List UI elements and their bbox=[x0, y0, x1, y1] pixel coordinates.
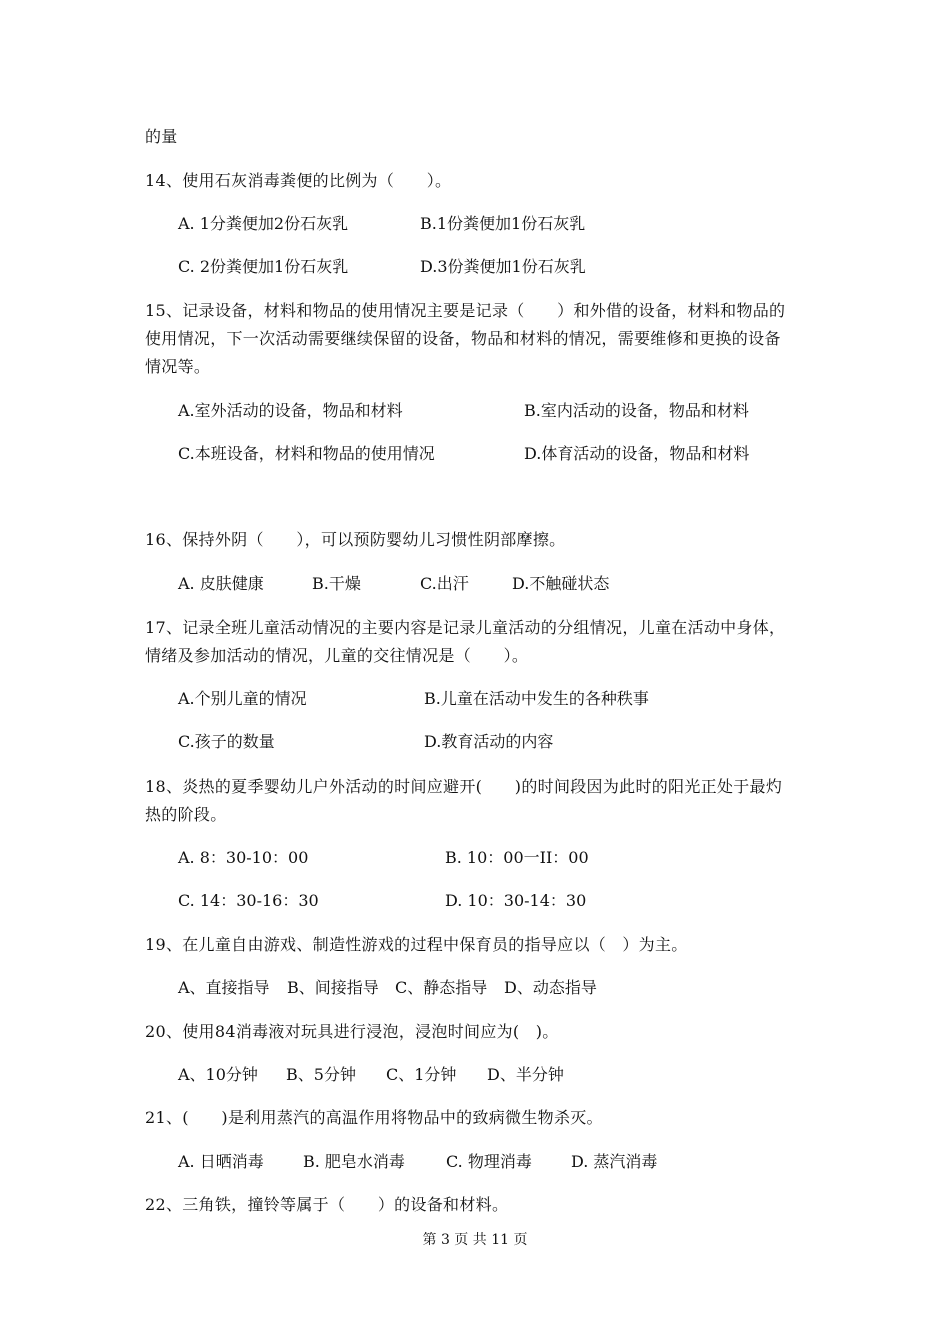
question-17-option-c: C.孩子的数量 bbox=[178, 732, 275, 751]
question-18-option-a: A. 8：30-10：00 bbox=[178, 848, 309, 867]
question-15-option-a: A.室外活动的设备，物品和材料 bbox=[178, 401, 403, 420]
question-18-option-c: C. 14：30-16：30 bbox=[178, 891, 319, 910]
page-footer: 第 3 页 共 11 页 bbox=[422, 1232, 528, 1248]
question-17-option-a: A.个别儿童的情况 bbox=[178, 689, 307, 708]
question-16-option-b: B.干燥 bbox=[312, 574, 361, 593]
question-18-option-b: B. 10：00一II：00 bbox=[445, 848, 589, 867]
question-22-stem: 22、三角铁，撞铃等属于（ ）的设备和材料。 bbox=[145, 1195, 509, 1214]
question-21-option-c: C. 物理消毒 bbox=[446, 1152, 532, 1171]
question-19-option-a: A、直接指导 bbox=[178, 978, 270, 997]
question-15-stem-line-3: 情况等。 bbox=[145, 357, 211, 376]
question-16-stem: 16、保持外阴（ ），可以预防婴幼儿习惯性阴部摩擦。 bbox=[145, 530, 566, 549]
question-21-stem: 21、( )是利用蒸汽的高温作用将物品中的致病微生物杀灭。 bbox=[145, 1108, 603, 1127]
question-20-option-a: A、10分钟 bbox=[178, 1065, 258, 1084]
question-17-stem-line-2: 情绪及参加活动的情况，儿童的交往情况是（ ）。 bbox=[145, 646, 529, 665]
question-14-option-a: A. 1分粪便加2份石灰乳 bbox=[178, 214, 349, 233]
question-19-option-b: B、间接指导 bbox=[287, 978, 379, 997]
question-14-option-c: C. 2份粪便加1份石灰乳 bbox=[178, 257, 349, 276]
question-17-option-b: B.儿童在活动中发生的各种秩事 bbox=[424, 689, 649, 708]
question-17-option-d: D.教育活动的内容 bbox=[424, 732, 554, 751]
question-19-option-c: C、静态指导 bbox=[395, 978, 488, 997]
question-16-option-d: D.不触碰状态 bbox=[512, 574, 610, 593]
question-19-stem: 19、在儿童自由游戏、制造性游戏的过程中保育员的指导应以（ ）为主。 bbox=[145, 935, 688, 954]
question-16-option-c: C.出汗 bbox=[420, 574, 469, 593]
question-15-stem-line-2: 使用情况，下一次活动需要继续保留的设备，物品和材料的情况，需要维修和更换的设备 bbox=[145, 329, 781, 348]
question-21-option-b: B. 肥皂水消毒 bbox=[303, 1152, 405, 1171]
question-20-stem: 20、使用84消毒液对玩具进行浸泡，浸泡时间应为( )。 bbox=[145, 1022, 559, 1041]
question-16-option-a: A. 皮肤健康 bbox=[178, 574, 264, 593]
question-20-option-d: D、半分钟 bbox=[487, 1065, 564, 1084]
question-14-option-b: B.1份粪便加1份石灰乳 bbox=[420, 214, 586, 233]
question-15-option-d: D.体育活动的设备，物品和材料 bbox=[524, 444, 750, 463]
question-18-stem-line-2: 热的阶段。 bbox=[145, 805, 227, 824]
question-14-option-d: D.3份粪便加1份石灰乳 bbox=[420, 257, 586, 276]
question-20-option-b: B、5分钟 bbox=[286, 1065, 356, 1084]
question-18-option-d: D. 10：30-14：30 bbox=[445, 891, 587, 910]
question-15-stem-line-1: 15、记录设备，材料和物品的使用情况主要是记录（ ）和外借的设备，材料和物品的 bbox=[145, 301, 786, 320]
question-14-stem: 14、使用石灰消毒粪便的比例为（ ）。 bbox=[145, 171, 452, 190]
question-20-option-c: C、1分钟 bbox=[386, 1065, 457, 1084]
question-15-option-b: B.室内活动的设备，物品和材料 bbox=[524, 401, 749, 420]
question-17-stem-line-1: 17、记录全班儿童活动情况的主要内容是记录儿童活动的分组情况，儿童在活动中身体， bbox=[145, 618, 786, 637]
continued-text: 的量 bbox=[145, 127, 178, 146]
question-21-option-d: D. 蒸汽消毒 bbox=[571, 1152, 658, 1171]
question-15-option-c: C.本班设备，材料和物品的使用情况 bbox=[178, 444, 435, 463]
question-21-option-a: A. 日晒消毒 bbox=[178, 1152, 264, 1171]
question-19-option-d: D、动态指导 bbox=[504, 978, 597, 997]
question-18-stem-line-1: 18、炎热的夏季婴幼儿户外活动的时间应避开( )的时间段因为此时的阳光正处于最灼 bbox=[145, 777, 783, 796]
